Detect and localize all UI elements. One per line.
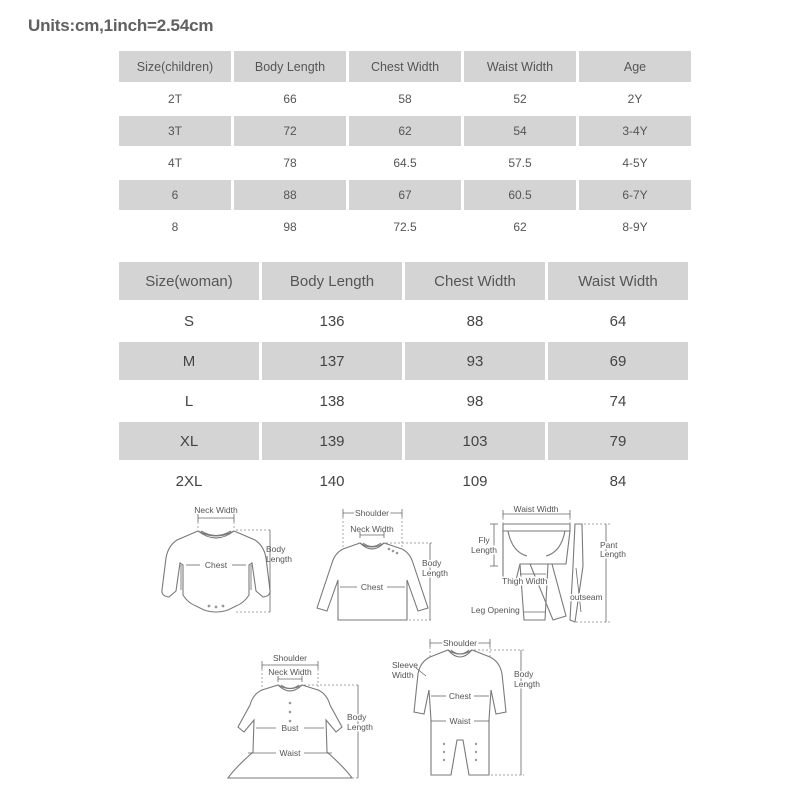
pants-front [503,531,570,581]
shirt-body-label: Body [422,558,442,568]
woman-table-cell: 137 [262,342,402,380]
pants-fly-label: Fly [478,535,490,545]
children-table-cell: 67 [349,180,461,210]
children-table-row [119,148,691,178]
pants-waist-label: Waist Width [513,504,559,514]
shirt-neck-label: Neck Width [350,524,394,534]
children-table-header-cell: Waist Width [464,51,576,82]
dress-bust-label: Bust [281,723,299,733]
children-table-cell: 62 [349,116,461,146]
woman-table-cell: 139 [262,422,402,460]
woman-table-cell: 103 [405,422,545,460]
dress-neck-label: Neck Width [268,667,312,677]
pants-outseam-label: outseam [570,592,603,602]
children-table-cell: 6-7Y [579,180,691,210]
bodysuit-neck-label: Neck Width [194,505,238,515]
dress-shoulder-label: Shoulder [272,653,308,663]
woman-table-header-row [119,262,688,300]
children-table-cell: 3T [119,116,231,146]
woman-table-cell: 84 [609,472,627,490]
children-table-header-cell: Size(children) [119,51,231,82]
children-table-cell: 72.5 [393,220,417,234]
pants-side [570,524,583,622]
children-table-cell: 8 [171,220,179,234]
shirt-diagram [317,508,448,620]
woman-table-cell: S [183,312,194,330]
woman-table-row [119,342,688,380]
woman-size-table [116,260,691,502]
pants-diagram [471,504,626,622]
children-table-cell: 8-9Y [622,220,648,234]
romper-shoulder-label: Shoulder [442,638,478,648]
pants-leg [520,564,548,620]
woman-table-row [119,462,688,500]
children-table-cell: 66 [283,92,297,106]
children-table-cell: 78 [283,156,297,170]
woman-table-header-cell: Body Length [262,262,402,300]
children-table-cell: 58 [398,92,412,106]
shirt-shoulder-label: Shoulder [354,508,390,518]
shirt-chest-label: Chest [360,582,384,592]
woman-table-cell: 140 [319,472,345,490]
bodysuit-length-label: Length [266,554,292,564]
children-table-header-cell: Age [579,51,691,82]
woman-table-header-cell: Size(woman) [119,262,259,300]
units-note: Units:cm,1inch=2.54cm [28,16,214,35]
children-table-cell: 62 [513,220,527,234]
children-table-cell: 60.5 [464,180,576,210]
children-table-cell: 3-4Y [579,116,691,146]
dress-body-label: Body [347,712,367,722]
children-table-header-row [119,51,691,82]
children-table-row [119,84,691,114]
children-table-cell: 2Y [627,92,643,106]
woman-table-header-cell: Waist Width [548,262,688,300]
dress-waist-label: Waist [279,748,301,758]
pants-thigh-label: Thigh Width [502,576,548,586]
woman-table-cell: 88 [466,312,484,330]
children-table-cell: 6 [119,180,231,210]
woman-table-cell: 93 [405,342,545,380]
romper-chest-label: Chest [448,691,472,701]
children-table-cell: 54 [464,116,576,146]
bodysuit-diagram [162,505,292,612]
pants-fly-length-label: Length [471,545,497,555]
romper-diagram [392,638,540,775]
children-table-cell: 4-5Y [622,156,648,170]
dress-length-label: Length [347,722,373,732]
woman-table-cell: 138 [319,392,345,410]
dress-diagram [228,653,373,778]
children-table-cell: 98 [283,220,297,234]
children-table-row [119,180,691,210]
woman-table-cell: 136 [319,312,345,330]
woman-table-cell: 109 [462,472,488,490]
children-table-cell: 64.5 [393,156,417,170]
pants-waistband [503,524,570,531]
woman-table-cell: 74 [609,392,627,410]
woman-table-cell: 98 [466,392,484,410]
children-table-row [119,212,691,242]
romper-sleeve-label: Sleeve [392,660,418,670]
pants-leg-label: Leg Opening [471,605,520,615]
woman-table-cell: 64 [609,312,627,330]
woman-table-cell: 79 [548,422,688,460]
romper-body-label: Body [514,669,534,679]
woman-table-row [119,302,688,340]
woman-table-row [119,382,688,420]
romper-length-label: Length [514,679,540,689]
pants-pant-label: Pant [600,540,618,550]
woman-table-cell: L [184,392,194,410]
woman-table-row [119,422,688,460]
dress-outline [228,685,352,778]
romper-sleeve-width-label: Width [392,670,414,680]
children-table-cell: 2T [167,92,182,106]
children-table-row [119,116,691,146]
woman-table-cell: M [119,342,259,380]
children-table-header-cell: Body Length [234,51,346,82]
pants-pant-length-label: Length [600,549,626,559]
woman-table-cell: XL [119,422,259,460]
bodysuit-outline [162,531,270,612]
romper-waist-label: Waist [449,716,471,726]
children-table-cell: 88 [234,180,346,210]
romper-outline [414,650,506,775]
children-table-cell: 72 [234,116,346,146]
bodysuit-body-label: Body [266,544,286,554]
children-table-cell: 57.5 [508,156,532,170]
woman-table-cell: 2XL [175,472,203,490]
children-size-table [116,49,694,244]
shirt-outline [317,543,428,620]
children-table-cell: 4T [167,156,182,170]
woman-table-cell: 69 [548,342,688,380]
children-table-cell: 52 [513,92,527,106]
woman-table-header-cell: Chest Width [405,262,545,300]
bodysuit-chest-label: Chest [204,560,228,570]
shirt-length-label: Length [422,568,448,578]
children-table-header-cell: Chest Width [349,51,461,82]
